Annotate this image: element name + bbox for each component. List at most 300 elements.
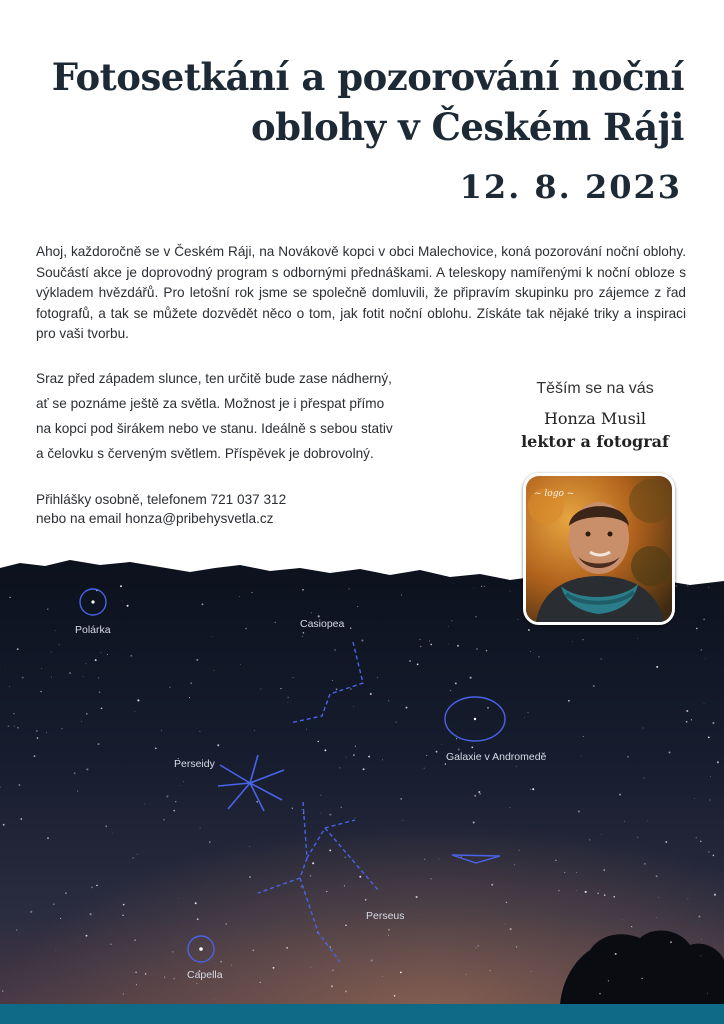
star xyxy=(13,713,15,715)
star xyxy=(382,976,383,977)
star xyxy=(69,672,71,674)
star xyxy=(86,768,88,770)
label-perseus: Perseus xyxy=(366,910,405,922)
star xyxy=(99,691,101,693)
star xyxy=(166,795,168,797)
star xyxy=(688,898,689,899)
star xyxy=(317,741,318,742)
star xyxy=(641,978,642,979)
star xyxy=(451,620,452,621)
star xyxy=(370,693,372,695)
star xyxy=(532,788,534,790)
star xyxy=(479,793,481,795)
star xyxy=(368,756,370,758)
star xyxy=(578,810,580,812)
star xyxy=(696,628,697,629)
star xyxy=(519,850,520,851)
label-capella: Capella xyxy=(187,969,223,981)
star xyxy=(214,670,215,671)
contact-email: nebo na email honza@pribehysvetla.cz xyxy=(36,511,274,526)
star xyxy=(516,946,517,947)
star xyxy=(436,751,438,753)
star xyxy=(656,666,658,668)
star xyxy=(91,886,93,888)
star xyxy=(455,682,457,684)
intro-paragraph: Ahoj, každoročně se v Českém Ráji, na Novákově kopci v obci Malechovice, koná pozorování noční oblohy. Součástí akce je doprovodný program s odbornými přednáškami. A teleskopy namířenými k noční obloze s výkladem hvězdářů. Pro letošní rok jsme se společně domluvili, že připravím skupinku pro zájemce z řad fotografů, a tak se můžete dozvědět něco o tom, jak fotit noční oblohu. Získáte tak nějaké triky a inspiraci pro vaši tvorbu. xyxy=(36,244,686,341)
star xyxy=(122,600,123,601)
star xyxy=(417,664,419,666)
star xyxy=(239,596,240,597)
star xyxy=(382,760,383,761)
star xyxy=(303,632,305,634)
star xyxy=(249,876,251,878)
star xyxy=(30,911,32,913)
star xyxy=(51,677,52,678)
star xyxy=(698,915,700,917)
star xyxy=(466,974,467,975)
star xyxy=(349,588,350,589)
star xyxy=(450,690,451,691)
star xyxy=(585,891,587,893)
star xyxy=(604,894,606,896)
star xyxy=(200,827,201,828)
star xyxy=(286,947,288,949)
star xyxy=(217,744,219,746)
star xyxy=(8,725,10,727)
star xyxy=(174,978,175,979)
star xyxy=(481,586,482,587)
star xyxy=(173,810,175,812)
star xyxy=(254,730,255,731)
star xyxy=(608,980,609,981)
star xyxy=(55,630,56,631)
star xyxy=(85,663,86,664)
star xyxy=(123,904,125,906)
star xyxy=(686,721,688,723)
greeting: Těším se na vás xyxy=(536,380,654,397)
star xyxy=(226,923,227,924)
star xyxy=(708,737,710,739)
star xyxy=(326,891,327,892)
star xyxy=(700,955,701,956)
star xyxy=(581,756,582,757)
star xyxy=(96,885,98,887)
star xyxy=(164,977,165,978)
star xyxy=(420,646,421,647)
star xyxy=(346,757,347,758)
star xyxy=(302,636,303,637)
star xyxy=(568,700,570,702)
star xyxy=(324,749,326,751)
star xyxy=(396,722,397,723)
star xyxy=(710,776,711,777)
star xyxy=(47,837,49,839)
star xyxy=(439,859,440,860)
star xyxy=(524,717,525,718)
star xyxy=(175,801,177,803)
star xyxy=(656,917,657,918)
star xyxy=(190,682,192,684)
star xyxy=(558,890,560,892)
star xyxy=(9,686,10,687)
star xyxy=(41,668,42,669)
star xyxy=(576,872,577,873)
star xyxy=(59,644,60,645)
star xyxy=(251,592,252,593)
star xyxy=(161,730,162,731)
star xyxy=(83,676,84,677)
star xyxy=(256,801,258,803)
star xyxy=(622,919,623,920)
star xyxy=(388,929,390,931)
star xyxy=(363,768,365,770)
star xyxy=(155,747,157,749)
star xyxy=(456,738,457,739)
star xyxy=(209,841,210,842)
star xyxy=(123,993,124,994)
star xyxy=(3,824,5,826)
star xyxy=(708,587,709,588)
star xyxy=(130,655,132,657)
star xyxy=(644,777,645,778)
star xyxy=(388,935,389,936)
star xyxy=(40,691,41,692)
star xyxy=(643,728,644,729)
star xyxy=(530,789,531,790)
star xyxy=(110,944,111,945)
star xyxy=(457,645,459,647)
star xyxy=(530,651,531,652)
star xyxy=(708,851,709,852)
star xyxy=(65,892,67,894)
star xyxy=(576,890,577,891)
star xyxy=(353,706,354,707)
star xyxy=(703,618,705,620)
star xyxy=(474,795,476,797)
label-cassiopeia: Casiopea xyxy=(300,618,345,630)
star xyxy=(56,950,57,951)
star xyxy=(687,585,688,586)
star xyxy=(704,703,705,704)
star xyxy=(419,639,420,640)
star xyxy=(122,915,124,917)
star xyxy=(471,747,473,749)
star xyxy=(260,689,261,690)
star xyxy=(416,896,418,898)
star xyxy=(490,970,491,971)
star xyxy=(344,857,345,858)
star xyxy=(589,839,590,840)
star xyxy=(470,677,472,679)
star xyxy=(101,652,102,653)
star xyxy=(400,972,402,974)
star xyxy=(669,752,671,754)
star xyxy=(702,939,703,940)
star xyxy=(430,878,432,880)
star xyxy=(409,660,411,662)
star xyxy=(401,594,402,595)
star xyxy=(331,985,333,987)
star xyxy=(213,999,214,1000)
star xyxy=(406,707,408,709)
star xyxy=(220,961,222,963)
star xyxy=(60,918,61,919)
author-name: Honza Musil xyxy=(543,409,647,428)
star xyxy=(357,606,358,607)
star xyxy=(461,856,462,857)
star xyxy=(62,728,63,729)
star xyxy=(712,722,714,724)
star xyxy=(312,862,314,864)
svg-text:~ logo ~: ~ logo ~ xyxy=(534,489,575,499)
star xyxy=(136,984,137,985)
author-photo xyxy=(523,473,675,625)
star xyxy=(691,719,692,720)
label-perseids: Perseidy xyxy=(174,758,215,770)
star xyxy=(195,902,197,904)
star xyxy=(5,665,6,666)
star xyxy=(287,697,289,699)
star xyxy=(582,639,583,640)
star xyxy=(510,591,511,592)
star xyxy=(599,993,601,995)
star xyxy=(17,648,19,650)
star xyxy=(491,884,493,886)
label-polaris: Polárka xyxy=(75,624,111,636)
star xyxy=(487,707,489,709)
star xyxy=(476,947,477,948)
star xyxy=(700,841,701,842)
star xyxy=(196,983,197,984)
star xyxy=(53,903,55,905)
star xyxy=(647,821,648,822)
star xyxy=(20,818,22,820)
star xyxy=(231,965,232,966)
star xyxy=(670,941,672,943)
star xyxy=(473,821,475,823)
star xyxy=(240,664,241,665)
star xyxy=(345,990,347,992)
star xyxy=(424,859,425,860)
star xyxy=(120,585,122,587)
meeting-line: na kopci pod širákem nebo ve stanu. Ideálně s sebou stativ xyxy=(36,421,393,436)
star xyxy=(686,710,688,712)
star xyxy=(516,766,517,767)
star xyxy=(310,875,312,877)
star xyxy=(292,808,293,809)
star xyxy=(593,685,595,687)
star xyxy=(112,833,113,834)
star xyxy=(101,707,103,709)
star xyxy=(615,953,617,955)
star xyxy=(430,644,432,646)
star xyxy=(127,605,129,607)
star xyxy=(527,712,528,713)
star xyxy=(336,688,338,690)
star xyxy=(34,755,36,757)
star xyxy=(701,649,703,651)
star xyxy=(306,729,307,730)
star xyxy=(178,898,179,899)
star xyxy=(506,902,507,903)
star xyxy=(475,616,476,617)
star xyxy=(473,588,474,589)
star xyxy=(74,772,76,774)
star xyxy=(709,799,710,800)
star xyxy=(81,721,82,722)
star xyxy=(330,946,332,948)
star xyxy=(199,731,200,732)
star xyxy=(403,820,404,821)
star xyxy=(361,639,363,641)
star xyxy=(301,809,302,810)
star xyxy=(448,626,449,627)
star xyxy=(193,982,194,983)
author-role: lektor a fotograf xyxy=(521,432,669,451)
star xyxy=(656,875,658,877)
star xyxy=(505,924,506,925)
star xyxy=(51,652,52,653)
star xyxy=(637,837,638,838)
star xyxy=(144,803,145,804)
star xyxy=(16,929,17,930)
star xyxy=(197,918,199,920)
star xyxy=(597,893,598,894)
star xyxy=(133,857,134,858)
star xyxy=(441,744,442,745)
star xyxy=(448,644,449,645)
star xyxy=(344,885,345,886)
star xyxy=(212,636,213,637)
contact-phone: Přihlášky osobně, telefonem 721 037 312 xyxy=(36,492,287,507)
star xyxy=(18,784,20,786)
star xyxy=(169,687,170,688)
star xyxy=(293,677,294,678)
star xyxy=(353,754,354,755)
star xyxy=(445,763,446,764)
star xyxy=(260,982,261,983)
star xyxy=(47,609,48,610)
star xyxy=(394,995,396,997)
star xyxy=(658,897,659,898)
star xyxy=(601,834,602,835)
star xyxy=(163,819,165,821)
star xyxy=(329,814,331,816)
star xyxy=(601,658,602,659)
star xyxy=(624,821,625,822)
star xyxy=(631,926,632,927)
star xyxy=(134,939,135,940)
star xyxy=(355,817,356,818)
star xyxy=(696,837,697,838)
star xyxy=(9,597,10,598)
star xyxy=(172,951,173,952)
star xyxy=(627,756,628,757)
star xyxy=(46,732,47,733)
star xyxy=(340,806,342,808)
star xyxy=(95,659,97,661)
star xyxy=(564,872,565,873)
star xyxy=(583,736,584,737)
star xyxy=(619,794,621,796)
star xyxy=(77,790,78,791)
star xyxy=(37,737,38,738)
star xyxy=(484,586,485,587)
star xyxy=(429,640,430,641)
star xyxy=(694,798,695,799)
star xyxy=(98,743,100,745)
star xyxy=(321,795,322,796)
star xyxy=(86,713,87,714)
star xyxy=(332,680,333,681)
star xyxy=(613,896,615,898)
star xyxy=(478,791,480,793)
star xyxy=(665,841,667,843)
star xyxy=(311,613,312,614)
star xyxy=(572,641,573,642)
star xyxy=(334,649,335,650)
star xyxy=(202,603,204,605)
star xyxy=(280,688,281,689)
star xyxy=(137,854,138,855)
page-title xyxy=(44,52,684,152)
meeting-line: Sraz před západem slunce, ten určitě bude zase nádherný, xyxy=(36,371,392,386)
star xyxy=(189,697,190,698)
star xyxy=(714,894,716,896)
star xyxy=(135,971,137,973)
star xyxy=(2,990,4,992)
star xyxy=(510,928,512,930)
star xyxy=(637,638,638,639)
star xyxy=(145,973,147,975)
star xyxy=(332,969,334,971)
star xyxy=(518,619,519,620)
star xyxy=(329,849,331,851)
meeting-line: ať se poznáme ještě za světla. Možnost je i přespat přímo xyxy=(36,396,385,411)
star xyxy=(514,864,515,865)
star xyxy=(350,628,351,629)
star xyxy=(555,860,556,861)
star xyxy=(400,798,402,800)
star xyxy=(476,648,478,650)
star xyxy=(17,727,19,729)
star xyxy=(253,949,255,951)
title-line-2: oblohy v Českém Ráji xyxy=(251,105,684,149)
star xyxy=(288,703,289,704)
star xyxy=(14,726,15,727)
star xyxy=(196,659,198,661)
footer-bar xyxy=(0,1004,724,1024)
star xyxy=(135,711,136,712)
meeting-line: a čelovku s červeným světlem. Příspěvek je dobrovolný. xyxy=(36,446,374,461)
star xyxy=(478,945,479,946)
star xyxy=(249,846,250,847)
star xyxy=(311,967,312,968)
star xyxy=(137,699,139,701)
star xyxy=(365,899,367,901)
star xyxy=(183,781,184,782)
contact-info xyxy=(36,490,286,528)
star xyxy=(424,768,425,769)
star xyxy=(107,654,108,655)
star xyxy=(538,656,540,658)
title-line-1: Fotosetkání a pozorování noční xyxy=(51,55,684,99)
star xyxy=(510,807,511,808)
star xyxy=(245,628,247,630)
star xyxy=(345,924,347,926)
star xyxy=(355,746,356,747)
label-andromeda: Galaxie v Andromedě xyxy=(446,751,547,763)
